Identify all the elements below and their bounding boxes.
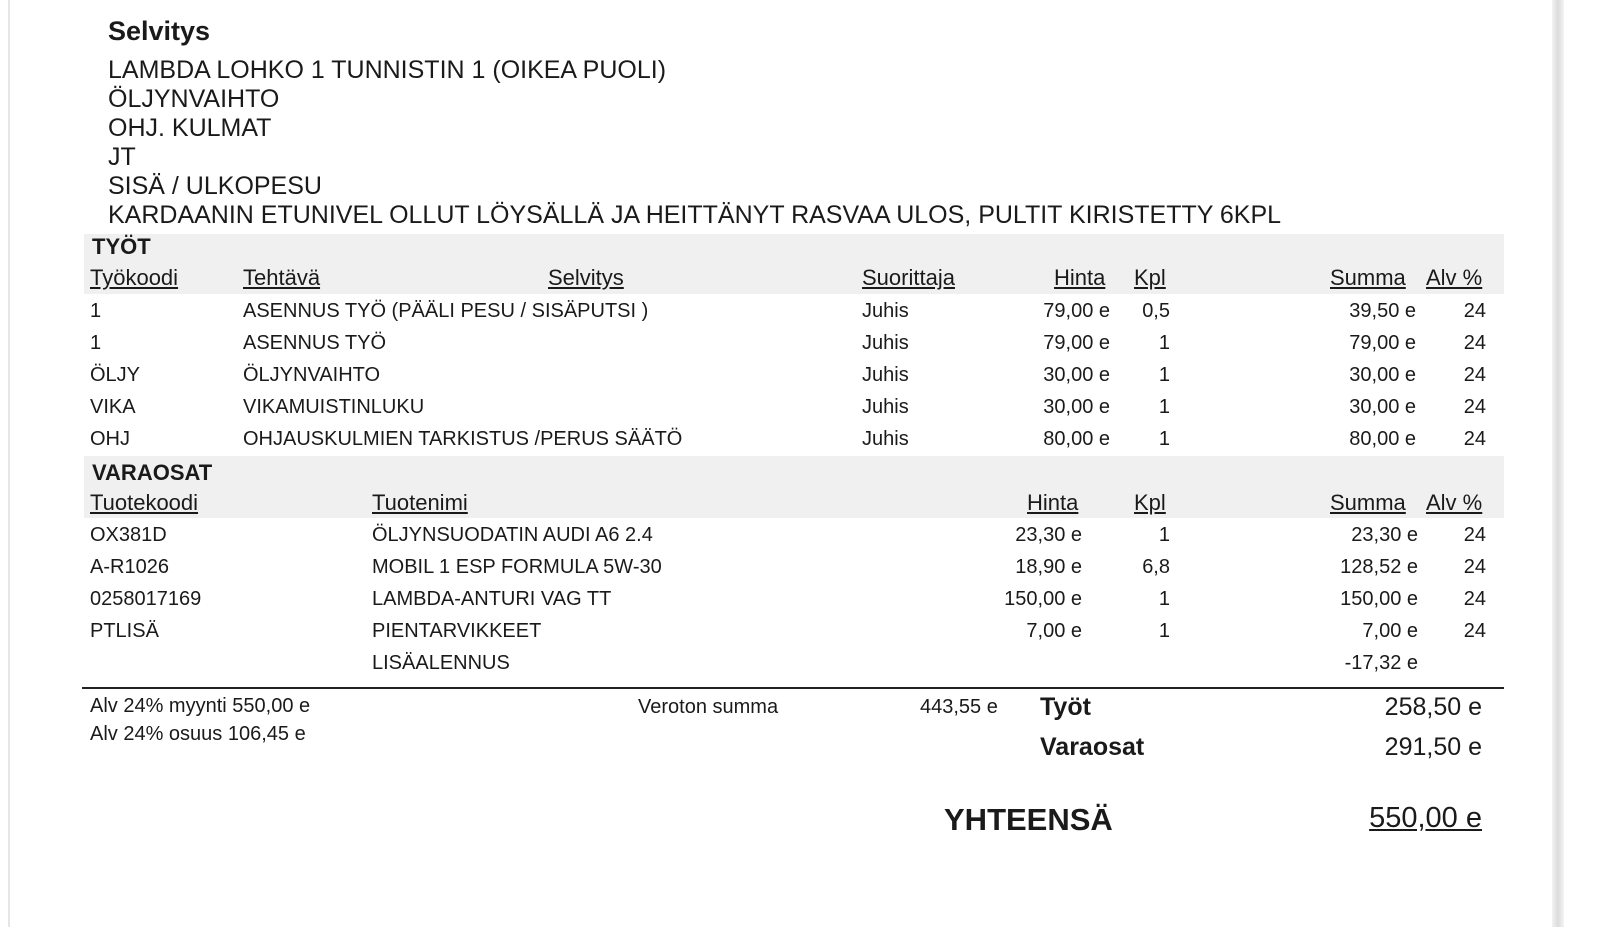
description-line: LAMBDA LOHKO 1 TUNNISTIN 1 (OIKEA PUOLI) <box>108 56 667 84</box>
varaosat-name: LISÄALENNUS <box>372 652 510 674</box>
tyot-col-performer: Suorittaja <box>862 265 955 290</box>
grand-total-label: YHTEENSÄ <box>944 802 1113 837</box>
varaosat-name: LAMBDA-ANTURI VAG TT <box>372 588 612 610</box>
grand-total-value: 550,00 e <box>1369 802 1482 834</box>
tyot-col-vat: Alv % <box>1426 265 1483 290</box>
tyot-vat: 24 <box>1463 428 1486 450</box>
page-edge <box>8 0 10 927</box>
tyot-qty: 0,5 <box>1142 300 1170 322</box>
tyot-col-sum: Summa <box>1330 265 1406 290</box>
varaosat-col-code: Tuotekoodi <box>90 490 199 515</box>
varaosat-qty: 1 <box>1158 620 1170 642</box>
varaosat-section-title: VARAOSAT <box>92 460 213 485</box>
varaosat-vat: 24 <box>1463 588 1486 610</box>
tyot-task: ASENNUS TYÖ (PÄÄLI PESU / SISÄPUTSI ) <box>243 300 649 322</box>
description-line: OHJ. KULMAT <box>108 114 272 142</box>
tyot-qty: 1 <box>1158 428 1170 450</box>
tyot-vat: 24 <box>1463 396 1486 418</box>
tyot-performer: Juhis <box>862 332 909 354</box>
document-title: Selvitys <box>108 16 211 46</box>
tyot-col-price: Hinta <box>1054 265 1106 290</box>
tyot-price: 30,00 e <box>1043 396 1110 418</box>
varaosat-code: A-R1026 <box>90 556 169 578</box>
varaosat-sum: -17,32 e <box>1344 652 1418 674</box>
description-line: KARDAANIN ETUNIVEL OLLUT LÖYSÄLLÄ JA HEITTÄNYT RASVAA ULOS, PULTIT KIRISTETTY 6KPL <box>108 201 1282 229</box>
varaosat-col-sum: Summa <box>1330 490 1406 515</box>
tyot-col-code: Työkoodi <box>90 265 179 290</box>
tyot-section-title: TYÖT <box>92 234 151 259</box>
varaosat-col-vat: Alv % <box>1426 490 1483 515</box>
tyot-price: 79,00 e <box>1043 332 1110 354</box>
varaosat-col-price: Hinta <box>1027 490 1079 515</box>
tyot-qty: 1 <box>1158 396 1170 418</box>
tyot-performer: Juhis <box>862 428 909 450</box>
tyot-code: OHJ <box>90 428 130 450</box>
description-line: JT <box>108 143 136 171</box>
varaosat-name: ÖLJYNSUODATIN AUDI A6 2.4 <box>372 524 653 546</box>
varaosat-qty: 6,8 <box>1142 556 1170 578</box>
tyot-vat: 24 <box>1463 332 1486 354</box>
tyot-task: VIKAMUISTINLUKU <box>243 396 425 418</box>
varaosat-vat: 24 <box>1463 556 1486 578</box>
tyot-col-qty: Kpl <box>1134 265 1166 290</box>
totals-divider <box>82 687 1504 689</box>
varaosat-price: 7,00 e <box>1026 620 1082 642</box>
tyot-task: ASENNUS TYÖ <box>243 332 386 354</box>
varaosat-sum: 128,52 e <box>1340 556 1418 578</box>
tyot-code: ÖLJY <box>90 364 141 386</box>
varaosat-sum: 7,00 e <box>1362 620 1418 642</box>
description-block <box>108 56 1281 230</box>
varaosat-price: 150,00 e <box>1004 588 1082 610</box>
tyot-col-explanation: Selvitys <box>548 265 624 290</box>
tyot-sum: 39,50 e <box>1349 300 1416 322</box>
tyot-total-value: 258,50 e <box>1384 693 1482 721</box>
tyot-code: 1 <box>90 332 102 354</box>
varaosat-total-value: 291,50 e <box>1384 733 1482 761</box>
tyot-vat: 24 <box>1463 364 1486 386</box>
description-line: ÖLJYNVAIHTO <box>108 85 280 113</box>
tyot-task: OHJAUSKULMIEN TARKISTUS /PERUS SÄÄTÖ <box>243 428 683 450</box>
tyot-performer: Juhis <box>862 300 909 322</box>
varaosat-code: PTLISÄ <box>90 620 159 642</box>
veroton-label: Veroton summa <box>638 696 779 718</box>
alv-osuus: Alv 24% osuus 106,45 e <box>90 723 306 745</box>
varaosat-col-qty: Kpl <box>1134 490 1166 515</box>
varaosat-sum: 150,00 e <box>1340 588 1418 610</box>
tyot-sum: 80,00 e <box>1349 428 1416 450</box>
tyot-price: 30,00 e <box>1043 364 1110 386</box>
tyot-code: 1 <box>90 300 102 322</box>
varaosat-vat: 24 <box>1463 524 1486 546</box>
veroton-value: 443,55 e <box>920 696 998 718</box>
varaosat-header-band <box>84 456 1504 518</box>
alv-myynti: Alv 24% myynti 550,00 e <box>90 695 311 717</box>
tyot-sum: 30,00 e <box>1349 364 1416 386</box>
tyot-sum: 79,00 e <box>1349 332 1416 354</box>
tyot-vat: 24 <box>1463 300 1486 322</box>
tyot-price: 80,00 e <box>1043 428 1110 450</box>
description-line: SISÄ / ULKOPESU <box>108 172 322 200</box>
varaosat-code: 0258017169 <box>90 588 202 610</box>
varaosat-name: PIENTARVIKKEET <box>372 620 542 642</box>
varaosat-code: OX381D <box>90 524 167 546</box>
tyot-price: 79,00 e <box>1043 300 1110 322</box>
varaosat-qty: 1 <box>1158 588 1170 610</box>
varaosat-total-label: Varaosat <box>1040 733 1145 761</box>
tyot-code: VIKA <box>90 396 136 418</box>
tyot-performer: Juhis <box>862 364 909 386</box>
tyot-sum: 30,00 e <box>1349 396 1416 418</box>
varaosat-price: 23,30 e <box>1015 524 1082 546</box>
tyot-col-task: Tehtävä <box>243 265 321 290</box>
varaosat-col-name: Tuotenimi <box>372 490 468 515</box>
varaosat-vat: 24 <box>1463 620 1486 642</box>
tyot-total-label: Työt <box>1040 693 1091 721</box>
tyot-performer: Juhis <box>862 396 909 418</box>
varaosat-name: MOBIL 1 ESP FORMULA 5W-30 <box>372 556 662 578</box>
varaosat-sum: 23,30 e <box>1351 524 1418 546</box>
varaosat-qty: 1 <box>1158 524 1170 546</box>
page-edge-shadow <box>1552 0 1564 927</box>
varaosat-price: 18,90 e <box>1015 556 1082 578</box>
tyot-task: ÖLJYNVAIHTO <box>243 364 381 386</box>
tyot-qty: 1 <box>1158 332 1170 354</box>
tyot-qty: 1 <box>1158 364 1170 386</box>
